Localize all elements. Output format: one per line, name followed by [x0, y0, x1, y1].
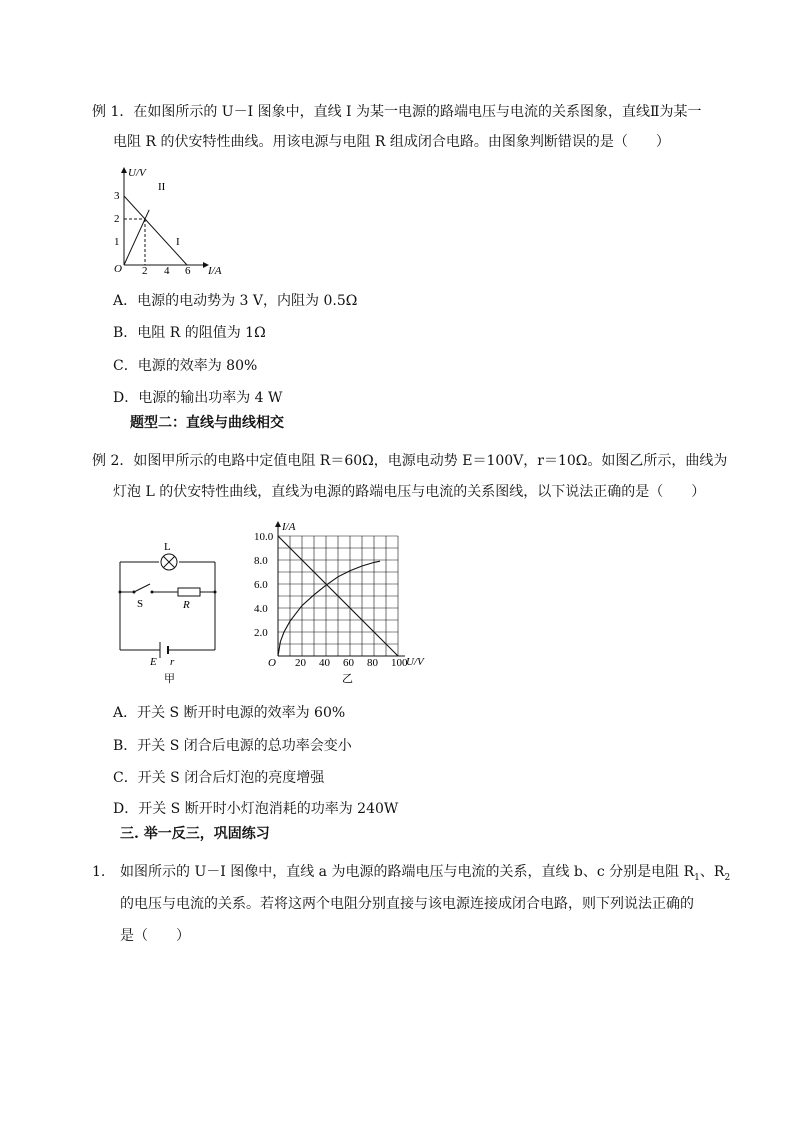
- exercise1-line1: [120, 863, 730, 887]
- example1-option-c: C．电源的效率为 80%: [113, 358, 258, 374]
- example1-figure: [108, 160, 238, 280]
- x-tick-2: 2: [142, 265, 148, 277]
- section2-title: 题型二：直线与曲线相交: [130, 415, 284, 431]
- origin-label: O: [114, 263, 122, 275]
- graph-caption: 乙: [342, 673, 353, 685]
- y-tick-label: 10.0: [254, 531, 274, 543]
- lamp-curve: [278, 561, 380, 656]
- example1-option-a: A．电源的电动势为 3 V，内阻为 0.5Ω: [113, 293, 358, 309]
- section3-title: 三. 举一反三，巩固练习: [120, 826, 270, 842]
- example2-stem-line2: 灯泡 L 的伏安特性曲线，直线为电源的路端电压与电流的关系图线，以下说法正确的是（ ）: [113, 484, 706, 500]
- circuit-caption: 甲: [164, 673, 175, 685]
- y-axis-label: U/V: [128, 167, 146, 179]
- exercise1-line2: 的电压与电流的关系。若将这两个电阻分别直接与该电源连接成闭合电路，则下列说法正确的: [120, 896, 694, 912]
- y-tick-1: 1: [114, 236, 120, 248]
- y-tick-2: 2: [114, 213, 120, 225]
- x-tick-label: 80: [367, 657, 378, 669]
- internal-resistance-label: r: [170, 656, 175, 668]
- exercise1-sub1: 1: [694, 872, 700, 883]
- example2-option-d: D．开关 S 断开时小灯泡消耗的功率为 240W: [113, 801, 399, 817]
- y-tick-label: 6.0: [254, 579, 268, 591]
- x-tick-4: 4: [164, 265, 170, 277]
- example1-stem-line2: 电阻 R 的伏安特性曲线。用该电源与电阻 R 组成闭合电路。由图象判断错误的是（ ）: [113, 134, 670, 150]
- x-axis-label: I/A: [208, 265, 222, 277]
- example2-option-b: B．开关 S 闭合后电源的总功率会变小: [113, 738, 352, 754]
- example1-option-d: D．电源的输出功率为 4 W: [113, 390, 283, 406]
- emf-label: E: [150, 656, 157, 668]
- example2-option-c: C．开关 S 闭合后灯泡的亮度增强: [113, 770, 325, 786]
- y-tick-label: 8.0: [254, 555, 268, 567]
- origin-label: O: [268, 657, 276, 669]
- x-tick-label: 100: [391, 657, 408, 669]
- line-II-label: II: [158, 181, 166, 193]
- y-tick-label: 4.0: [254, 603, 268, 615]
- exercise1-number: 1.: [92, 864, 106, 880]
- example2-graph: [250, 516, 435, 688]
- lamp-label: L: [164, 541, 171, 553]
- y-tick-label: 2.0: [254, 627, 268, 639]
- x-axis-label: U/V: [406, 656, 424, 668]
- x-tick-6: 6: [185, 265, 191, 277]
- switch-icon: [134, 584, 150, 592]
- circuit-diagram: [112, 540, 222, 685]
- x-tick-label: 40: [319, 657, 330, 669]
- example2-option-a: A．开关 S 断开时电源的效率为 60%: [113, 705, 346, 721]
- exercise1-line1-text: 如图所示的 U－I 图像中，直线 a 为电源的路端电压与电流的关系，直线 b、c 分别是电阻 R: [120, 864, 695, 880]
- y-tick-3: 3: [114, 190, 120, 202]
- exercise1-sub2: 2: [724, 872, 731, 883]
- resistor-icon: [178, 588, 200, 596]
- example2-stem-line1: 例 2．如图甲所示的电路中定值电阻 R＝60Ω，电源电动势 E＝100V，r＝10Ω。如图乙所示，曲线为: [92, 453, 728, 469]
- line-I-label: I: [176, 236, 180, 248]
- line-I: [124, 196, 187, 265]
- example1-stem-line1: 例 1．在如图所示的 U－I 图象中，直线 I 为某一电源的路端电压与电流的关系图象，直线Ⅱ为某一: [92, 104, 702, 120]
- y-axis-label: I/A: [282, 521, 296, 533]
- example1-option-b: B．电阻 R 的阻值为 1Ω: [113, 325, 266, 341]
- x-tick-label: 60: [343, 657, 354, 669]
- switch-label: S: [137, 598, 144, 610]
- exercise1-mid: 、R: [699, 864, 725, 880]
- resistor-label: R: [183, 599, 190, 611]
- x-tick-label: 20: [295, 657, 306, 669]
- exercise1-line3: 是（ ）: [120, 928, 190, 944]
